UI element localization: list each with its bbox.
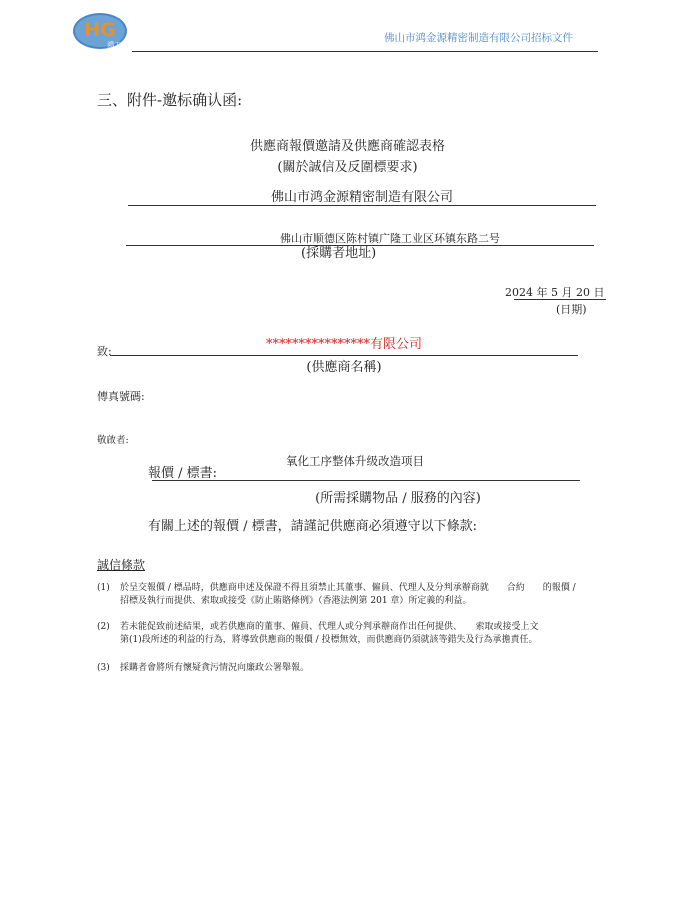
company-logo — [72, 12, 128, 50]
purchaser-name: 佛山市鸿金源精密制造有限公司 — [270, 190, 453, 205]
clause-line: 若未能促致前述結果，或若供應商的董事、僱員、代理人或分判承辦商作出任何提供、 索取或接受上文 — [120, 622, 539, 632]
clause-text — [120, 621, 580, 647]
quote-label: 報價 / 標書: — [148, 466, 218, 481]
date-line — [514, 299, 606, 300]
clause-line: 招標及執行而提供、索取或接受《防止賄賂條例》（香港法例第 201 章）所定義的利益。 — [120, 596, 472, 606]
clause-number: (2) — [97, 622, 110, 632]
project-line — [152, 480, 580, 481]
purchaser-address: 佛山市顺德区陈村镇广隆工业区环镇东路二号 — [280, 232, 500, 245]
attention-label: 敬啟者: — [97, 435, 129, 446]
project-label: (所需採購物品 / 服務的內容) — [315, 491, 481, 506]
clause-line: 於呈交報價 / 標品時，供應商申述及保證不得且須禁止其董事、僱員、代理人及分判承辦商就 合約 的報價 / — [120, 583, 576, 593]
supplier-label: (供應商名稱) — [306, 360, 382, 375]
purchaser-name-line — [128, 205, 596, 206]
clause-line: 採購者會將所有懷疑貪污情況向廉政公署舉報。 — [120, 663, 310, 673]
date-label: (日期) — [556, 303, 587, 316]
clause-number: (1) — [97, 583, 110, 593]
supplier-name: ****************有限公司 — [265, 337, 422, 352]
clause-number: (3) — [97, 663, 110, 673]
document-header-title: 佛山市鸿金源精密制造有限公司招标文件 — [384, 32, 573, 44]
header-divider — [132, 51, 598, 52]
logo-subtext: 鴻工 — [107, 41, 121, 49]
project-name: 氧化工序整体升级改造项目 — [286, 454, 424, 468]
clause-text — [120, 582, 580, 608]
form-subtitle: (關於誠信及反圍標要求) — [277, 160, 418, 175]
clause-text — [120, 662, 580, 675]
to-label: 致: — [97, 345, 112, 358]
purchaser-address-label: (採購者地址) — [301, 246, 377, 261]
logo-text: HG — [84, 19, 116, 41]
fax-label: 傳真號碼: — [97, 390, 145, 403]
integrity-heading: 誠信條款 — [97, 558, 146, 572]
form-title: 供應商報價邀請及供應商確認表格 — [249, 139, 445, 154]
section-title: 三、附件-邀标确认函: — [97, 91, 243, 109]
terms-intro: 有關上述的報價 / 標書，請謹記供應商必須遵守以下條款: — [148, 519, 478, 534]
document-date: 2024 年 5 月 20 日 — [505, 286, 605, 299]
clause-line: 第(1)段所述的利益的行為，將導致供應商的報價 / 投標無效，而供應商仍須就該等錯失及行為承擔責任。 — [120, 635, 538, 645]
